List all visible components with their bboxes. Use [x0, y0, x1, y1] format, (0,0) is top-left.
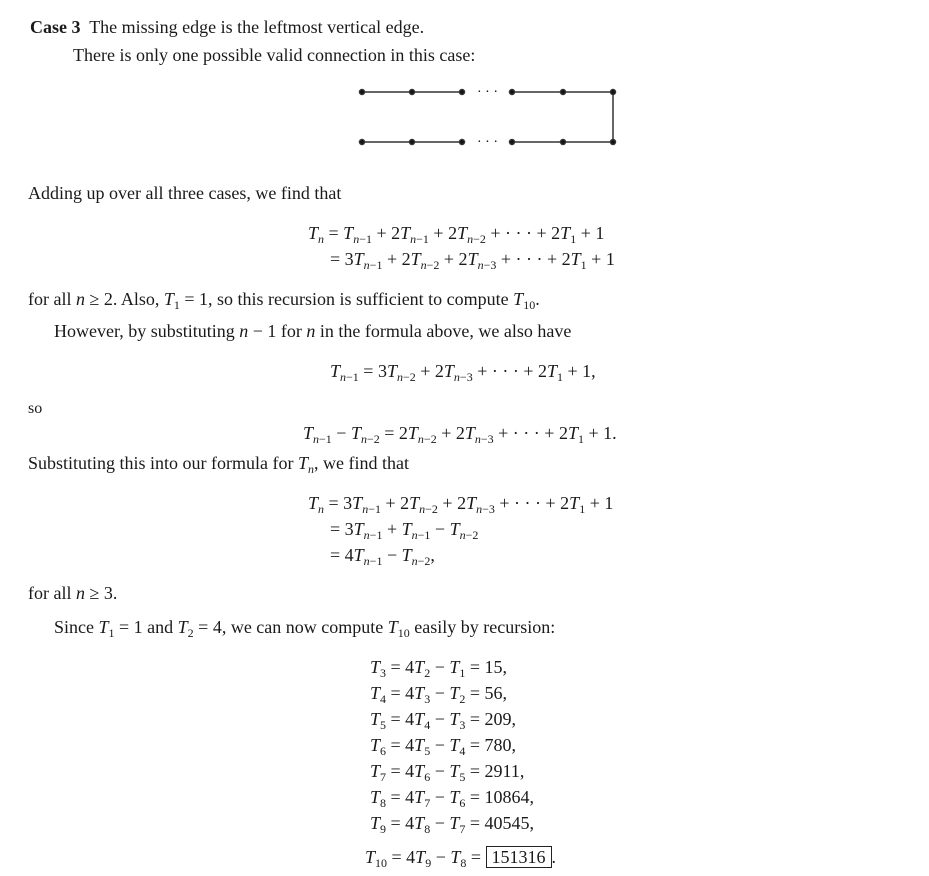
eq-diff: $T_{n-1} - T_{n-2} = 2T_{n-2} + 2T_{n-3}$ + · · · + $2T_1 + 1$.: [303, 423, 617, 446]
eq-t7: $T_7 = 4T_6 - T_5 = 2911$,: [370, 761, 525, 784]
case-text: The missing edge is the leftmost vertical edge.: [89, 17, 425, 37]
eq-t5: $T_5 = 4T_4 - T_3 = 209$,: [370, 709, 517, 732]
eq-final-2: = $3T_{n-1} + T_{n-1} - T_{n-2}$: [330, 519, 479, 542]
eq-final-1: $T_n = 3T_{n-1} + 2T_{n-2} + 2T_{n-3}$ + · · · + $2T_1 + 1$: [308, 493, 614, 516]
para-substituting: Substituting this into our formula for $T_n$, we find that: [28, 453, 409, 476]
dots-bottom: · · ·: [477, 135, 498, 150]
eq-t10: $T_{10} = 4T_9 - T_8 = 151316$ .: [365, 847, 557, 870]
eq-tn-1: $T_n = T_{n-1} + 2T_{n-1} + 2T_{n-2}$ + · · · + $2T_1 + 1$: [308, 223, 605, 246]
case3-intro: There is only one possible valid connection in this case:: [73, 45, 476, 65]
eq-tn1: $T_{n-1} = 3T_{n-2} + 2T_{n-3}$ + · · · + $2T_1 + 1$,: [330, 361, 596, 384]
eq-t3: $T_3 = 4T_2 - T_1 = 15$,: [370, 657, 508, 680]
para-since: Since $T_1 = 1$ and $T_2 = 4$, we can now compute $T_{10}$ easily by recursion:: [54, 617, 556, 640]
para-however: However, by substituting n − 1 for n in the formula above, we also have: [54, 321, 572, 341]
eq-t4: $T_4 = 4T_3 - T_2 = 56$,: [370, 683, 508, 706]
para-forall3: for all n ≥ 3.: [28, 583, 118, 603]
para-adding: Adding up over all three cases, we find that: [28, 183, 342, 203]
so-text: so: [28, 400, 43, 417]
answer-box: 151316: [486, 846, 552, 868]
case-label: Case 3: [30, 17, 81, 37]
eq-t6: $T_6 = 4T_5 - T_4 = 780$,: [370, 735, 517, 758]
eq-final-3: = $4T_{n-1} - T_{n-2}$,: [330, 545, 435, 568]
case3-line: [30, 16, 424, 38]
eq-t9: $T_9 = 4T_8 - T_7 = 40545$,: [370, 813, 535, 836]
dots-top: · · ·: [477, 85, 498, 100]
para-forall2: for all n ≥ 2. Also, $T_1 = 1$, so this recursion is sufficient to compute $T_{10}$.: [28, 289, 540, 312]
eq-tn-2: = $3T_{n-1} + 2T_{n-2} + 2T_{n-3}$ + · · · + $2T_1 + 1$: [330, 249, 615, 272]
ladder-diagram: [350, 82, 650, 152]
eq-t8: $T_8 = 4T_7 - T_6 = 10864$,: [370, 787, 535, 810]
